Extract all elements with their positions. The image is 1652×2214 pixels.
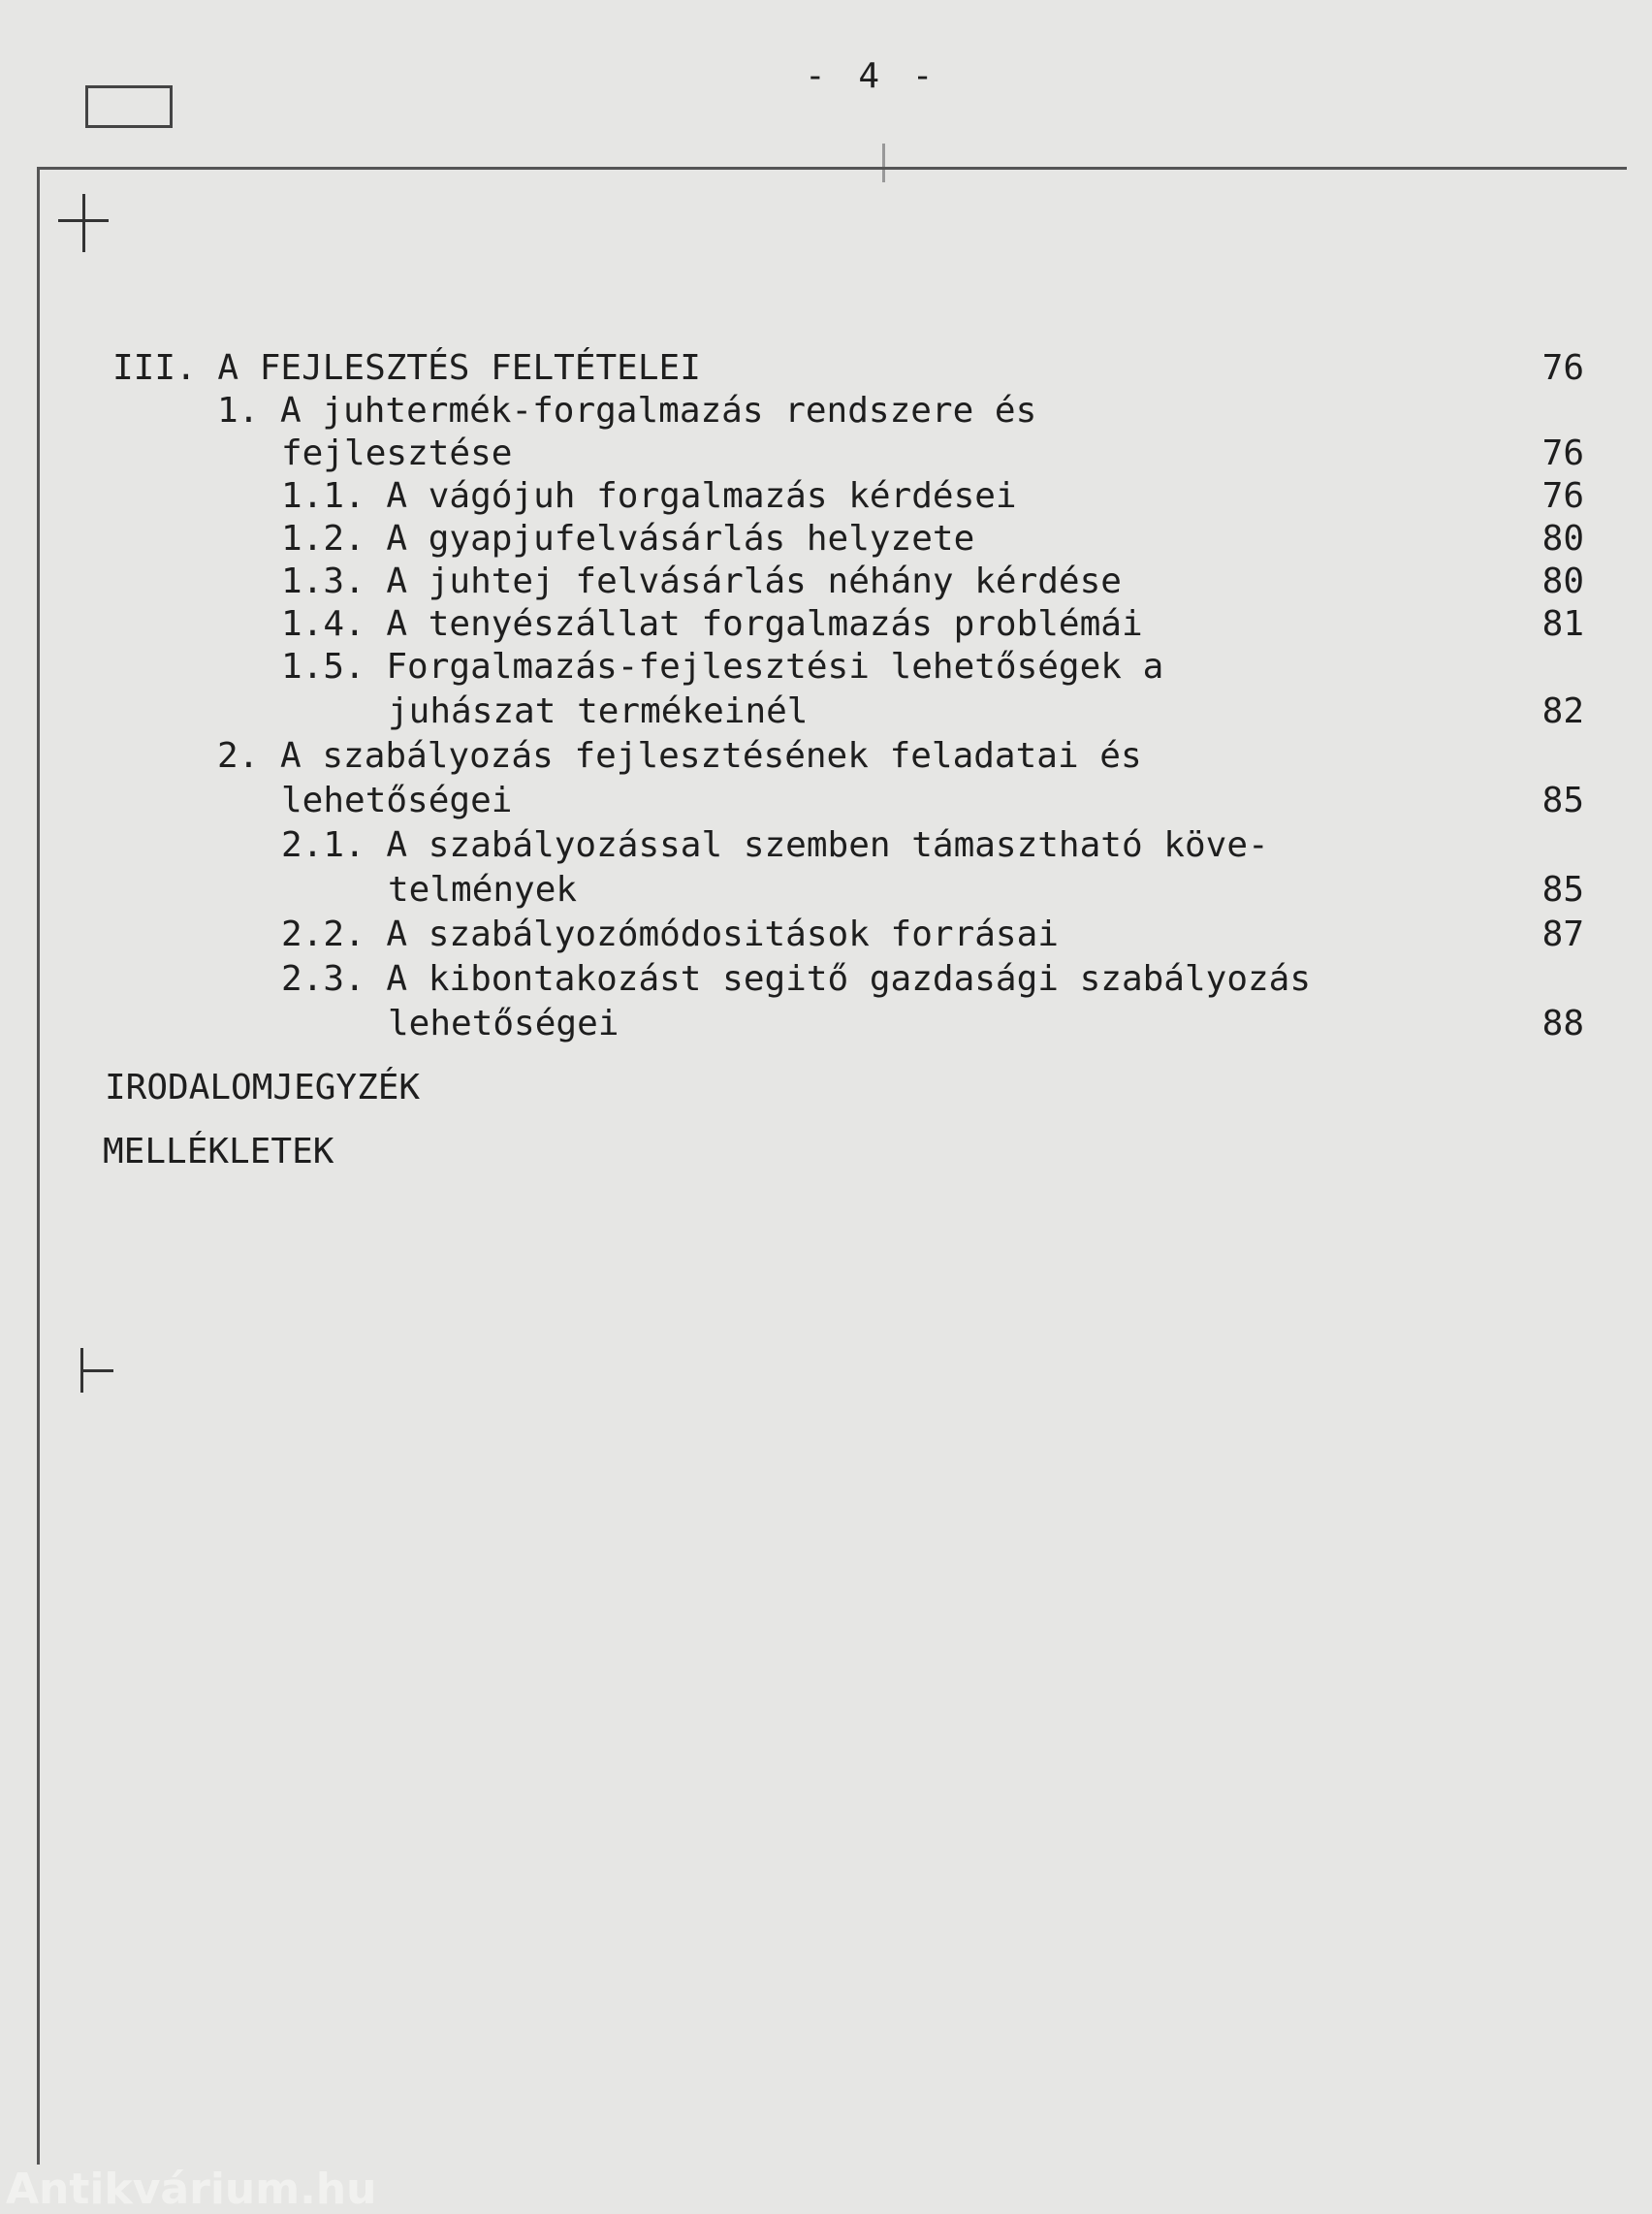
toc-page-number: 80 — [1541, 519, 1584, 559]
toc-page-number: 82 — [1541, 691, 1584, 731]
toc-entry: telmények — [388, 870, 578, 910]
references-heading: IRODALOMJEGYZÉK — [105, 1068, 421, 1107]
toc-entry: 2.2. A szabályozómódositások forrásai — [281, 914, 1059, 954]
page-number: - 4 - — [805, 56, 939, 96]
toc-page-number: 80 — [1541, 562, 1584, 601]
toc-heading-iii: III. A FEJLESZTÉS FELTÉTELEI — [112, 348, 701, 388]
toc-page-number: 87 — [1541, 914, 1584, 954]
toc-entry: 2.1. A szabályozással szemben támasztható köve- — [281, 825, 1269, 865]
toc-entry: 1.1. A vágójuh forgalmazás kérdései — [281, 476, 1017, 516]
corner-box-mark — [85, 85, 173, 128]
toc-entry: 1.3. A juhtej felvásárlás néhány kérdése — [281, 562, 1122, 601]
toc-entry: 2.3. A kibontakozást segitő gazdasági szabályozás — [281, 959, 1312, 999]
toc-entry: juhászat termékeinél — [388, 691, 809, 731]
toc-page-number: 81 — [1541, 604, 1584, 644]
toc-page-number: 85 — [1541, 781, 1584, 820]
toc-entry: 1. A juhtermék-forgalmazás rendszere és — [217, 391, 1037, 431]
toc-page-number: 76 — [1541, 348, 1584, 388]
toc-entry: 2. A szabályozás fejlesztésének feladatai és — [217, 736, 1142, 776]
frame-left-line — [37, 167, 40, 2165]
toc-entry: fejlesztése — [281, 433, 513, 473]
registration-tick-h — [80, 1369, 113, 1372]
toc-page-number: 76 — [1541, 476, 1584, 516]
toc-entry: 1.2. A gyapjufelvásárlás helyzete — [281, 519, 975, 559]
toc-entry: 1.4. A tenyészállat forgalmazás problémái — [281, 604, 1143, 644]
toc-page-number: 85 — [1541, 870, 1584, 910]
toc-page-number: 76 — [1541, 433, 1584, 473]
watermark-text: Antikvárium.hu — [6, 2165, 377, 2214]
attachments-heading: MELLÉKLETEK — [103, 1132, 334, 1171]
center-tick-mark — [882, 144, 885, 182]
toc-entry: lehetőségei — [281, 781, 513, 820]
toc-page-number: 88 — [1541, 1004, 1584, 1043]
frame-top-line — [37, 167, 1627, 170]
toc-entry: 1.5. Forgalmazás-fejlesztési lehetőségek a — [281, 647, 1164, 687]
toc-entry: lehetőségei — [388, 1004, 620, 1043]
registration-cross-v — [82, 194, 85, 252]
